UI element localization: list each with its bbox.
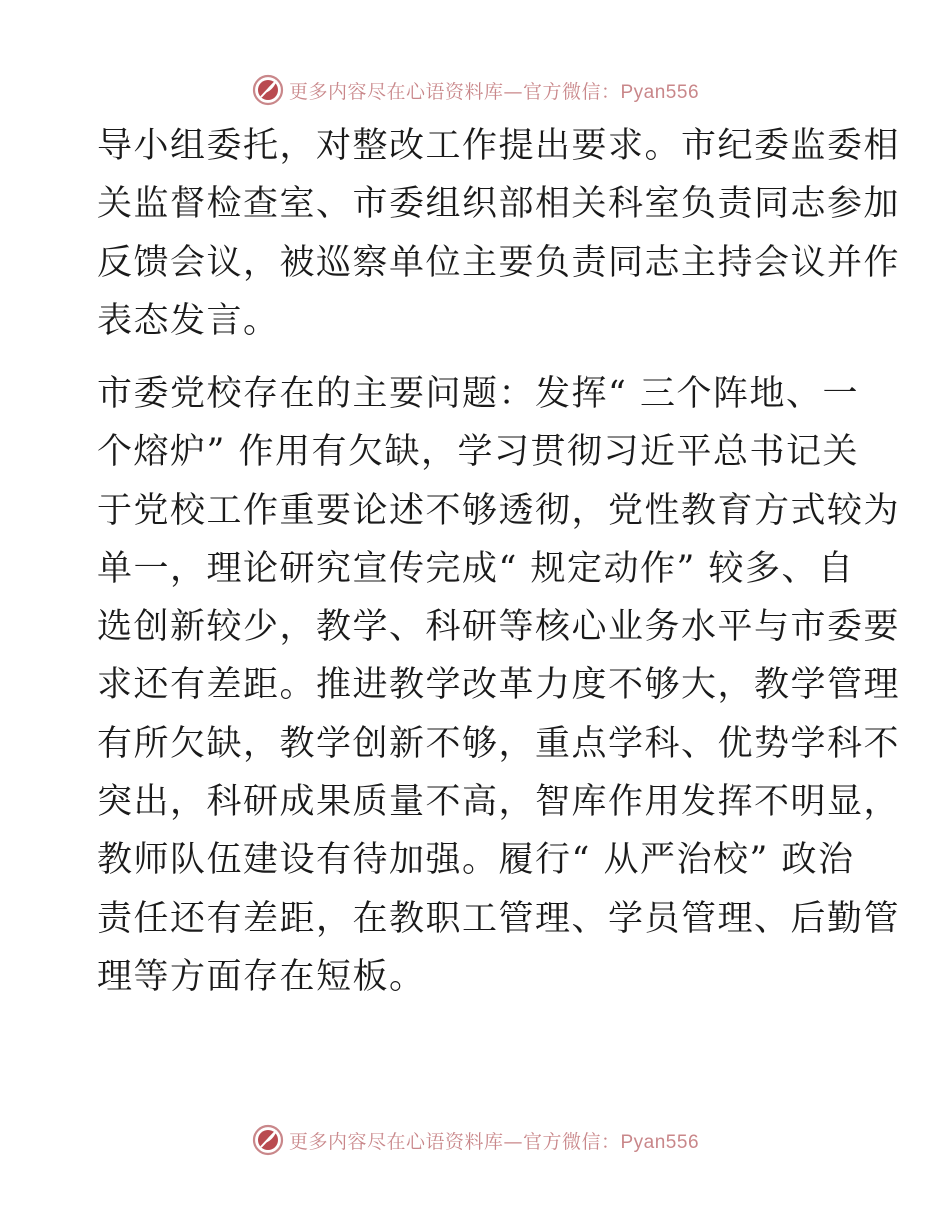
text-line: 教师队伍建设有待加强。履行“ 从严治校” 政治 xyxy=(97,840,855,881)
text-line: 理等方面存在短板。 xyxy=(97,956,426,997)
watermark-site-name: 更多内容尽在心语资料库 xyxy=(288,80,504,103)
footer-watermark xyxy=(0,1120,950,1160)
text-line: 个熔炉” 作用有欠缺，学习贯彻习近平总书记关 xyxy=(97,432,860,473)
feather-pen-seal-icon xyxy=(251,1123,285,1157)
watermark-text xyxy=(289,1127,699,1154)
paragraph-1 xyxy=(97,117,901,350)
text-line: 反馈会议，被巡察单位主要负责同志主持会议并作 xyxy=(97,242,901,283)
watermark-site-name: 更多内容尽在心语资料库 xyxy=(288,1130,504,1153)
watermark-wechat-id: Pyan556 xyxy=(620,81,700,103)
watermark-text xyxy=(289,77,699,104)
paragraph-2 xyxy=(97,365,901,1006)
header-watermark xyxy=(0,70,950,110)
watermark-separator: — xyxy=(503,1130,523,1153)
text-line: 关监督检查室、市委组织部相关科室负责同志参加 xyxy=(97,184,901,225)
text-line: 市委党校存在的主要问题：发挥“ 三个阵地、一 xyxy=(97,374,860,414)
text-line: 表态发言。 xyxy=(97,300,280,341)
text-line: 选创新较少，教学、科研等核心业务水平与市委要 xyxy=(97,607,901,648)
watermark-wechat-label: 官方微信： xyxy=(522,1130,621,1153)
text-line: 有所欠缺，教学创新不够，重点学科、优势学科不 xyxy=(97,723,901,764)
feather-pen-seal-icon xyxy=(251,73,285,107)
text-line: 责任还有差距，在教职工管理、学员管理、后勤管 xyxy=(97,898,901,939)
text-line: 单一，理论研究宣传完成“ 规定动作” 较多、自 xyxy=(97,548,855,589)
text-line: 突出，科研成果质量不高，智库作用发挥不明显， xyxy=(97,782,901,823)
text-line: 于党校工作重要论述不够透彻，党性教育方式较为 xyxy=(97,490,901,531)
text-line: 求还有差距。推进教学改革力度不够大，教学管理 xyxy=(97,665,901,706)
watermark-wechat-label: 官方微信： xyxy=(522,80,621,103)
watermark-separator: — xyxy=(503,80,523,103)
watermark-wechat-id: Pyan556 xyxy=(620,1131,700,1153)
text-line: 导小组委托，对整改工作提出要求。市纪委监委相 xyxy=(97,126,901,166)
